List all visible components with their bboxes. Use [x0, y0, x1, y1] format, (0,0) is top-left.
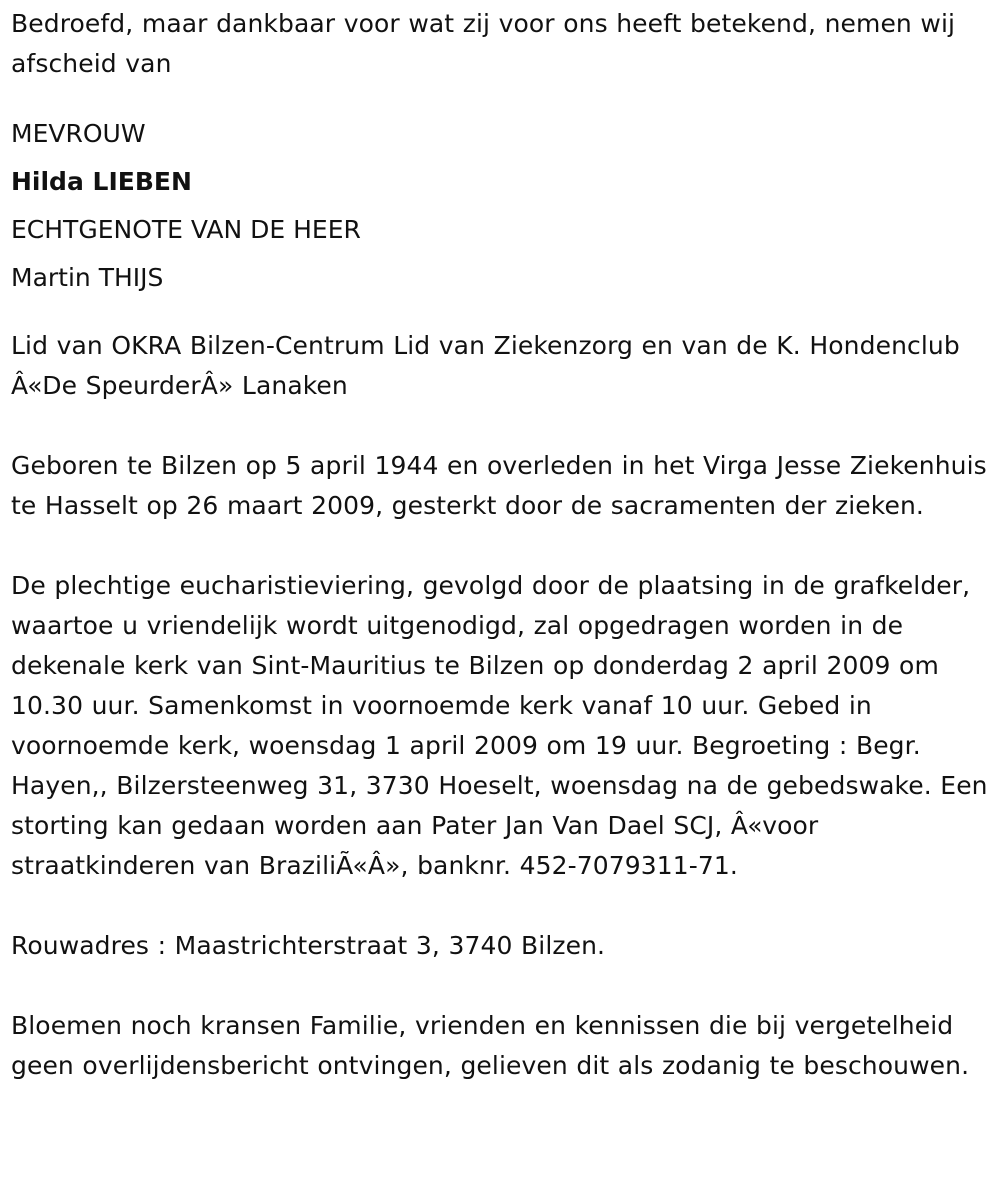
deceased-name: Hilda LIEBEN [11, 167, 192, 196]
memberships-text: Lid van OKRA Bilzen-Centrum Lid van Ziekenzorg en van de K. Hondenclub Â«De SpeurderÂ» Lanaken [11, 331, 960, 400]
honorific: MEVROUW [11, 119, 146, 148]
intro-text: Bedroefd, maar dankbaar voor wat zij voor ons heeft betekend, nemen wij afscheid van [11, 9, 956, 78]
spouse-name: Martin THIJS [11, 263, 164, 292]
closing-text: Bloemen noch kransen Familie, vrienden en kennissen die bij vergetelheid geen overlijdensbericht ontvingen, gelieven dit als zodanig te beschouwen. [11, 1011, 970, 1080]
birth-death-text: Geboren te Bilzen op 5 april 1944 en overleden in het Virga Jesse Ziekenhuis te Hasselt op 26 maart 2009, gesterkt door de sacramenten der zieken. [11, 451, 987, 520]
address-text: Rouwadres : Maastrichterstraat 3, 3740 Bilzen. [11, 931, 606, 960]
spouse-title: ECHTGENOTE VAN DE HEER [11, 215, 361, 244]
ceremony-text: De plechtige eucharistieviering, gevolgd door de plaatsing in de grafkelder, waartoe u vriendelijk wordt uitgenodigd, zal opgedragen worden in de dekenale kerk van Sint-Mauritius te Bilzen op donderdag 2 april 2009 om 10.30 uur. Samenkomst in voornoemde kerk vanaf 10 uur. Gebed in voornoemde kerk, woensdag 1 april 2009 om 19 uur. Begroeting : Begr. Hayen,, Bilzersteenweg 31, 3730 Hoeselt, woensdag na de gebedswake. Een storting kan gedaan worden aan Pater Jan Van Dael SCJ, Â«voor straatkinderen van BraziliÃ«Â», banknr. 452-7079311-71. [11, 571, 988, 880]
